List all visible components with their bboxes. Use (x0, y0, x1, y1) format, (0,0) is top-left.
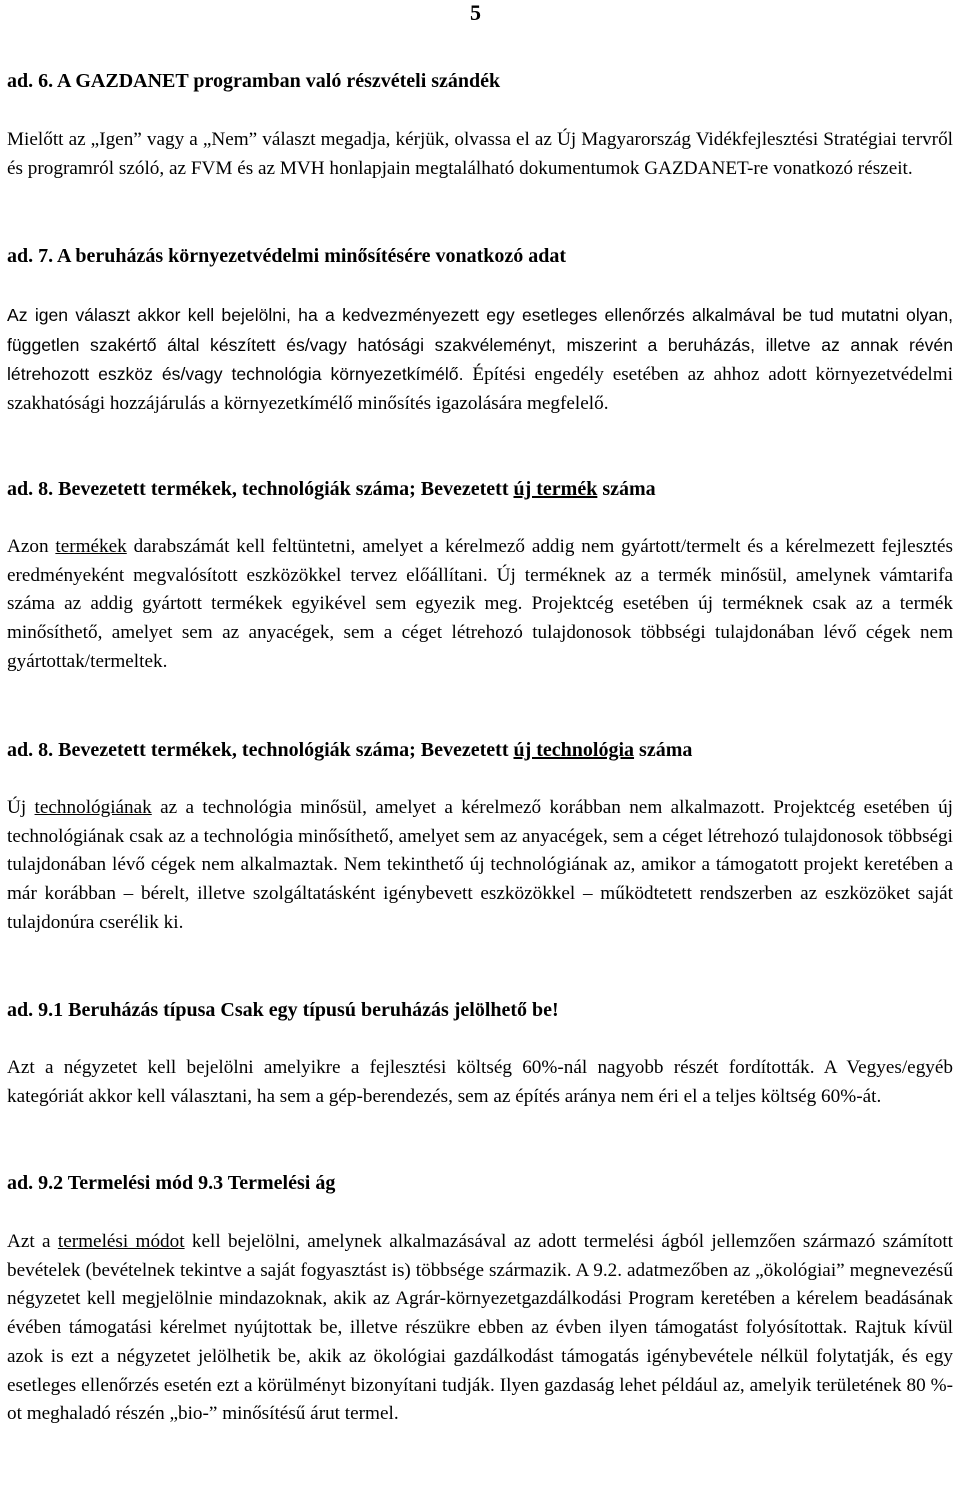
title-text: ad. 8. Bevezetett termékek, technológiák száma; Bevezetett (7, 739, 514, 761)
body-underlined: technológiának (34, 797, 152, 818)
body-text: Azt a (7, 1231, 58, 1252)
page-number: 5 (470, 0, 481, 25)
body-text: az a technológia minősül, amelyet a kérelmező korábban nem alkalmazott. Projektcég esetében új technológiának csak az a technológia minősíthető, amelyet sem az anyacégek, sem a céget létrehozó tulajdonosok többségi tulajdonában lévő cégek nem alkalmaztak. Nem tekinthető új technológiának az, amikor a támogatott projekt keretében a már korábban – bérelt, illetve szolgáltatásként igénybevett eszközökkel – működtetett rendszerben az eszközöket saját tulajdonúra cserélik ki. (7, 797, 953, 933)
title-text: száma (634, 739, 693, 761)
section-body-ad9-2 (7, 1228, 953, 1429)
body-text: darabszámát kell feltüntetni, amelyet a kérelmező addig nem gyártott/termelt és a kérelmezett fejlesztés eredményeként megvalósított eszközökkel tervez előállítani. Új terméknek az a termék minősül, amelynek vámtarifa száma az addig gyártott termékek egyikével sem egyezik meg. Projektcég esetében új terméknek csak az a termék minősíthető, amelyet sem az anyacégek, sem a céget létrehozó tulajdonosok többségi tulajdonában lévő cégek nem gyártottak/termeltek. (7, 536, 953, 672)
section-body-ad7-part2: Építési engedély esetében az ahhoz adott környezetvédelmi szakhatósági hozzájárulás a környezetkímélő minősítés igazolására megfelelő. (7, 364, 953, 415)
section-title-ad6: ad. 6. A GAZDANET programban való részvételi szándék (7, 70, 501, 92)
section-title-ad7: ad. 7. A beruházás környezetvédelmi minősítésére vonatkozó adat (7, 245, 567, 267)
section-title-ad8-product (7, 478, 656, 501)
section-body-ad6: Mielőtt az „Igen” vagy a „Nem” választ megadja, kérjük, olvassa el az Új Magyarország Vidékfejlesztési Stratégiai tervről és programról szóló, az FVM és az MVH honlapjain megtalálható dokumentumok GAZDANET-re vonatkozó részeit. (7, 129, 953, 179)
title-underlined: új technológia (513, 739, 635, 761)
section-body-ad7-part1: Az igen választ akkor kell bejelölni, ha a kedvezményezett egy esetleges ellenőrzés alkalmával be tud mutatni olyan, független szakértő által készített és/vagy hatósági szakvéleményt, miszerint a beruházás, illetve az annak révén létrehozott eszköz és/vagy technológia környezetkímélő. (7, 305, 953, 385)
section-body-ad7 (7, 301, 953, 419)
section-title-ad9-2: ad. 9.2 Termelési mód 9.3 Termelési ág (7, 1172, 336, 1194)
body-underlined: termelési módot (57, 1231, 185, 1252)
title-text: száma (597, 478, 656, 500)
section-body-ad9-1: Azt a négyzetet kell bejelölni amelyikre a fejlesztési költség 60%-nál nagyobb részét fordították. A Vegyes/egyéb kategóriát akkor kell választani, ha sem a gép-berendezés, sem az építés aránya nem éri el a teljes költség 60%-át. (7, 1057, 953, 1107)
body-underlined: termékek (55, 536, 127, 557)
body-text: Új (7, 797, 35, 818)
title-underlined: új termék (513, 478, 598, 500)
body-text: kell bejelölni, amelynek alkalmazásával az adott termelési ágból jellemzően származó számított bevételek (bevételnek tekintve a saját fogyasztást is) többsége származik. A 9.2. adatmezőben az „ökológiai” megnevezésű négyzetet kell megjelölnie mindazoknak, akik az Agrár-környezetgazdálkodási Program keretében a kérelem beadásának évében támogatási kérelmet nyújtottak be, illetve részükre ebben az évben ilyen támogatást folyósítottak. Rajtuk kívül azok is ezt a négyzetet jelölhetik be, akik az ökológiai gazdálkodást támogatás igénybevétele nélkül folytatják, és egy esetleges ellenőrzés esetén ezt a körülményt bizonyítani tudják. Ilyen gazdaság lehet például az, amelyik területének 80 %-ot meghaladó részén „bio-” minősítésű árut termel. (7, 1231, 953, 1425)
body-text: Azon (7, 536, 56, 557)
title-text: ad. 8. Bevezetett termékek, technológiák száma; Bevezetett (7, 478, 514, 500)
section-title-ad9-1: ad. 9.1 Beruházás típusa Csak egy típusú beruházás jelölhető be! (7, 999, 559, 1021)
section-body-ad8-product (7, 533, 953, 677)
section-title-ad8-technology (7, 739, 692, 762)
section-body-ad8-technology (7, 794, 953, 938)
